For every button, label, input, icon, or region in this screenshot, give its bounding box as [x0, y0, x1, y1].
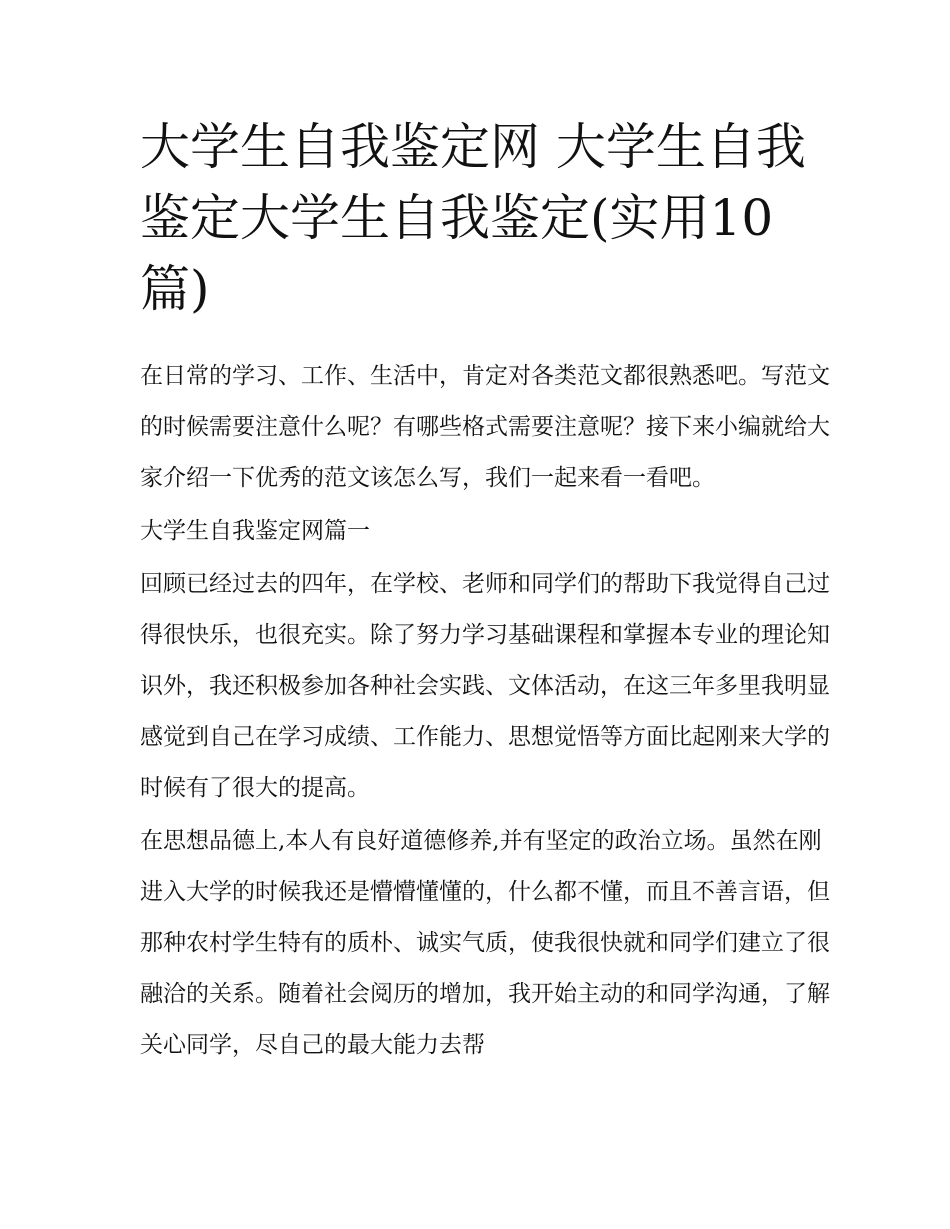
- document-body: [140, 351, 830, 1073]
- intro-paragraph: 在日常的学习、工作、生活中，肯定对各类范文都很熟悉吧。写范文的时候需要注意什么呢？有哪些格式需要注意呢？接下来小编就给大家介绍一下优秀的范文该怎么写，我们一起来看一看吧。: [140, 363, 830, 491]
- body-paragraph: 回顾已经过去的四年，在学校、老师和同学们的帮助下我觉得自己过得很快乐，也很充实。除了努力学习基础课程和掌握本专业的理论知识外，我还积极参加各种社会实践、文体活动，在这三年多里我明显感觉到自己在学习成绩、工作能力、思想觉悟等方面比起刚来大学的时候有了很大的提高。: [140, 571, 830, 801]
- body-paragraph: 在思想品德上,本人有良好道德修养,并有坚定的政治立场。虽然在刚进入大学的时候我还是懵懵懂懂的，什么都不懂，而且不善言语，但那种农村学生特有的质朴、诚实气质，使我很快就和同学们建立了很融洽的关系。随着社会阅历的增加，我开始主动的和同学沟通，了解关心同学，尽自己的最大能力去帮: [140, 828, 830, 1058]
- section-heading: 大学生自我鉴定网篇一: [140, 518, 370, 544]
- document-title: 大学生自我鉴定网 大学生自我鉴定大学生自我鉴定(实用10篇): [140, 118, 806, 318]
